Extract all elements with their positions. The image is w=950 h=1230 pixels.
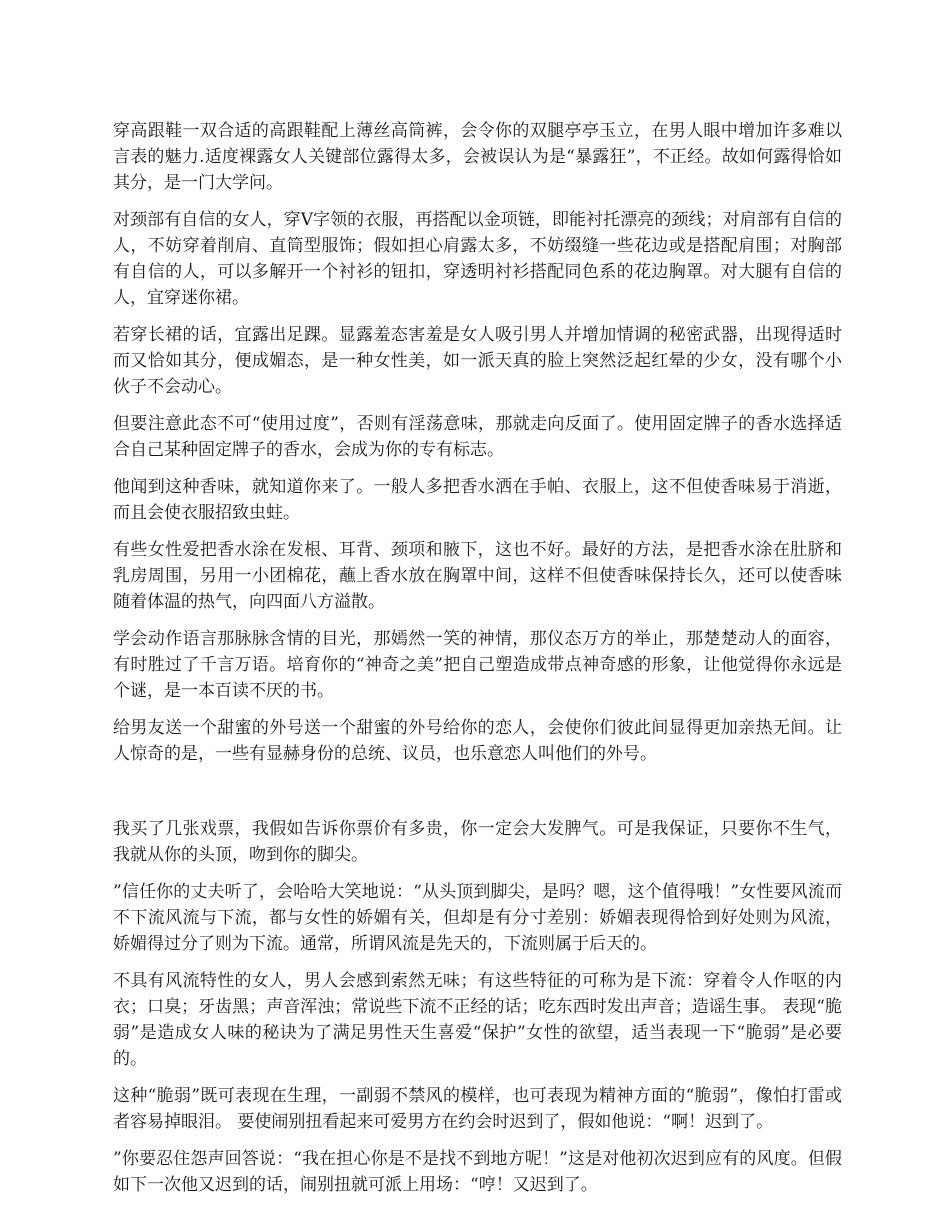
paragraph: 但要注意此态不可“使用过度”，否则有淫荡意味，那就走向反面了。使用固定牌子的香水选择适合自己某种固定牌子的香水，会成为你的专有标志。 [113,414,842,460]
section-one [113,118,842,767]
paragraph: 有些女性爱把香水涂在发根、耳背、颈项和腋下，这也不好。最好的方法，是把香水涂在肚脐和乳房周围，另用一小团棉花，蘸上香水放在胸罩中间，这样不但使香味保持长久，还可以使香味随着体温的热气，向四面八方溢散。 [113,540,842,612]
paragraph: 我买了几张戏票，我假如告诉你票价有多贵，你一定会大发脾气。可是我保证，只要你不生气，我就从你的头顶，吻到你的脚尖。 [113,819,842,865]
paragraph: ”信任你的丈夫听了，会哈哈大笑地说：“从头顶到脚尖，是吗？嗯，这个值得哦！”女性要风流而不下流风流与下流，都与女性的娇媚有关，但却是有分寸差别：娇媚表现得恰到好处则为风流，娇媚得过分了则为下流。通常，所谓风流是先天的，下流则属于后天的。 [113,882,842,954]
section-two [113,816,842,1198]
paragraph: 不具有风流特性的女人，男人会感到索然无味；有这些特征的可称为是下流：穿着令人作呕的内衣；口臭；牙齿黑；声音浑浊；常说些下流不正经的话；吃东西时发出声音；造谣生事。 表现“脆弱”是造成女人味的秘诀为了满足男性天生喜爱“保护”女性的欲望，适当表现一下“脆弱”是必要的。 [113,971,842,1069]
paragraph: ”你要忍住怨声回答说：“我在担心你是不是找不到地方呢！”这是对他初次迟到应有的风度。但假如下一次他又迟到的话，闹别扭就可派上用场：“哼！又迟到了。 [113,1149,842,1195]
section-divider [113,778,842,816]
paragraph: 若穿长裙的话，宜露出足踝。显露羞态害羞是女人吸引男人并增加情调的秘密武器，出现得适时而又恰如其分，便成媚态，是一种女性美，如一派天真的脸上突然泛起红晕的少女，没有哪个小伙子不会动心。 [113,325,842,397]
paragraph: 他闻到这种香味，就知道你来了。一般人多把香水洒在手帕、衣服上，这不但使香味易于消逝，而且会使衣服招致虫蛀。 [113,477,842,523]
paragraph: 学会动作语言那脉脉含情的目光，那嫣然一笑的神情，那仪态万方的举止，那楚楚动人的面容，有时胜过了千言万语。培育你的“神奇之美”把自己塑造成带点神奇感的形象，让他觉得你永远是个谜，是一本百读不厌的书。 [113,629,842,701]
paragraph: 给男友送一个甜蜜的外号送一个甜蜜的外号给你的恋人，会使你们彼此间显得更加亲热无间。让人惊奇的是，一些有显赫身份的总统、议员，也乐意恋人叫他们的外号。 [113,718,842,764]
paragraph: 穿高跟鞋一双合适的高跟鞋配上薄丝高筒裤，会令你的双腿亭亭玉立，在男人眼中增加许多难以言表的魅力.适度裸露女人关键部位露得太多，会被误认为是“暴露狂”，不正经。故如何露得恰如其分，是一门大学问。 [113,121,842,193]
paragraph: 对颈部有自信的女人，穿V字领的衣服，再搭配以金项链，即能衬托漂亮的颈线；对肩部有自信的人，不妨穿着削肩、直筒型服饰；假如担心肩露太多，不妨缀缝一些花边或是搭配肩围；对胸部有自信的人，可以多解开一个衬衫的钮扣，穿透明衬衫搭配同色系的花边胸罩。对大腿有自信的人，宜穿迷你裙。 [113,210,842,308]
paragraph: 这种“脆弱”既可表现在生理，一副弱不禁风的模样，也可表现为精神方面的“脆弱”，像怕打雷或者容易掉眼泪。 要使闹别扭看起来可爱男方在约会时迟到了，假如他说：“啊！迟到了。 [113,1086,842,1132]
